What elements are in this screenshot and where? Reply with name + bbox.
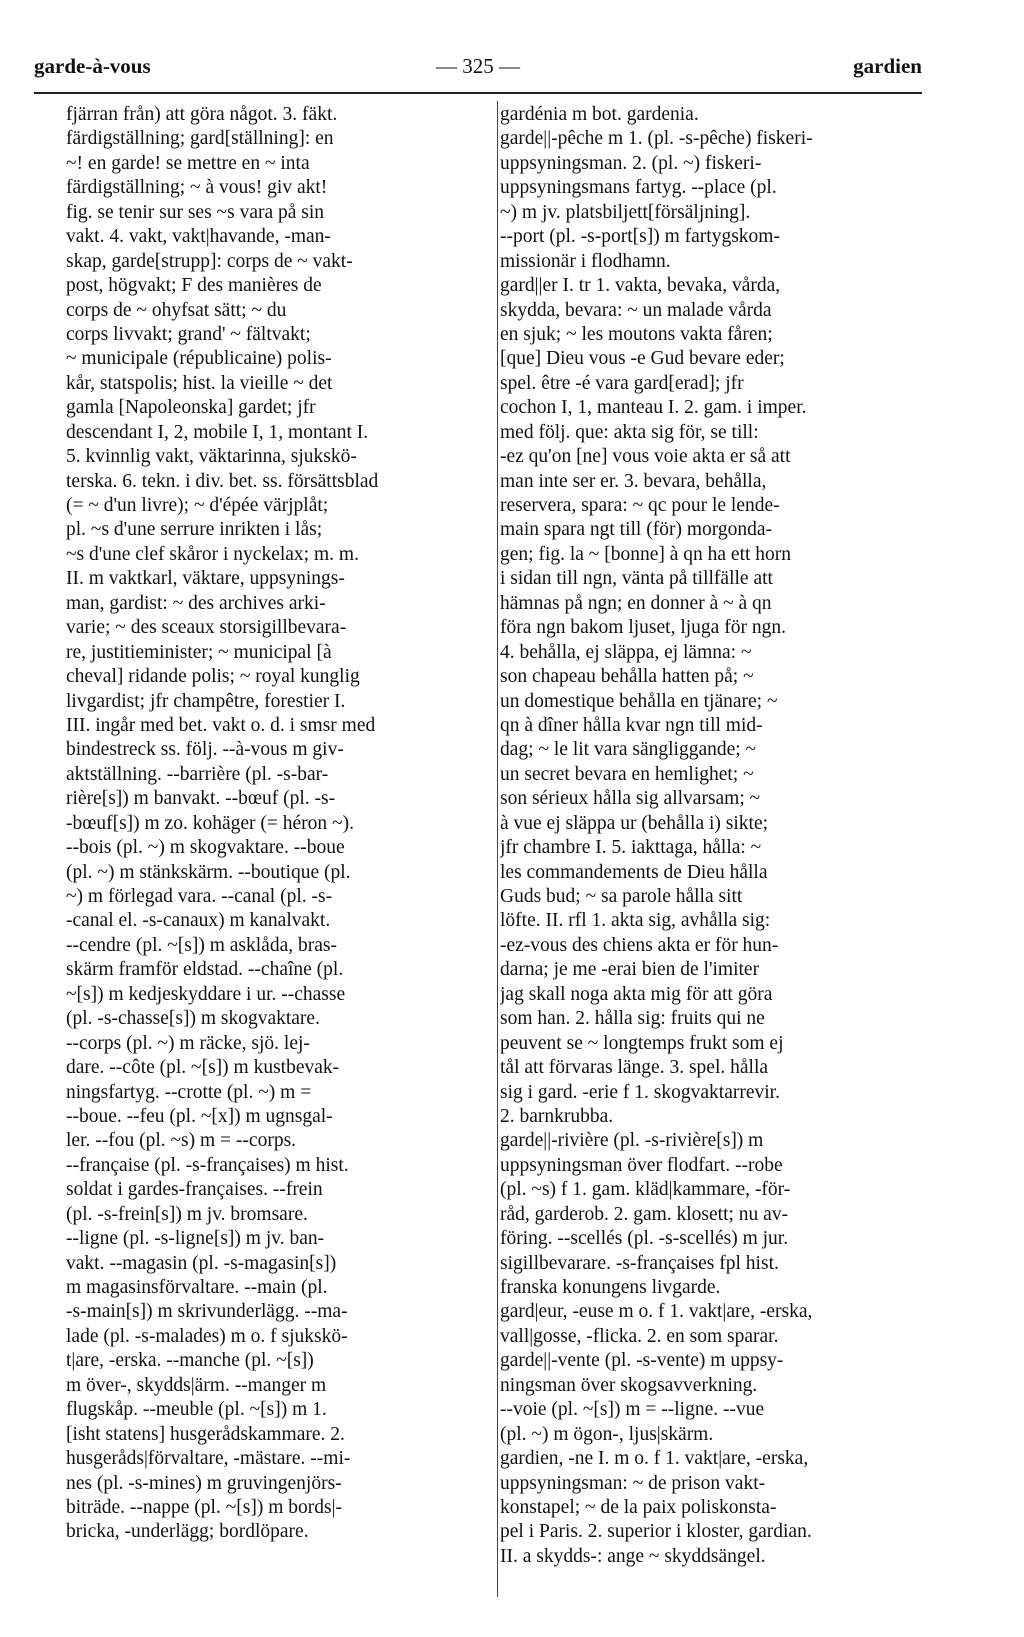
right-column-line: --voie (pl. ~[s]) m = --ligne. --vue: [500, 1399, 765, 1421]
left-column-line: vakt. 4. vakt, vakt|havande, -man-: [66, 226, 331, 248]
right-column-line: darna; je me -erai bien de l'imiter: [500, 959, 760, 981]
right-column-line: sig i gard. -erie f 1. skogvaktarrevir.: [500, 1081, 780, 1103]
left-column-line: --corps (pl. ~) m räcke, sjö. lej-: [66, 1032, 310, 1054]
right-column-line: [que] Dieu vous -e Gud bevare eder;: [500, 348, 785, 370]
left-column-line: --cendre (pl. ~[s]) m asklåda, bras-: [66, 934, 337, 956]
left-column-line: III. ingår med bet. vakt o. d. i smsr med: [66, 714, 376, 736]
left-column-line: cheval] ridande polis; ~ royal kunglig: [66, 666, 360, 688]
left-column-line: nes (pl. -s-mines) m gruvingenjörs-: [66, 1472, 342, 1494]
right-column-line: tål att förvaras länge. 3. spel. hålla: [500, 1057, 769, 1079]
right-column-line: hämnas på ngn; en donner à ~ à qn: [500, 592, 772, 614]
left-column-line: flugskåp. --meuble (pl. ~[s]) m 1.: [66, 1399, 327, 1421]
left-column-line: fjärran från) att göra något. 3. fäkt.: [66, 104, 338, 125]
page-number: — 325 —: [436, 54, 520, 78]
left-column-line: kår, statspolis; hist. la vieille ~ det: [66, 372, 333, 394]
left-column-line: rière[s]) m banvakt. --bœuf (pl. -s-: [66, 788, 336, 810]
right-column-line: ningsman över skogsavverkning.: [500, 1374, 758, 1396]
right-column-line: qn à dîner hålla kvar ngn till mid-: [500, 714, 763, 736]
left-column-line: 5. kvinnlig vakt, väktarinna, sjukskö-: [66, 446, 357, 468]
left-column-line: m magasinsförvaltare. --main (pl.: [66, 1277, 328, 1298]
right-column-line: vall|gosse, -flicka. 2. en som sparar.: [500, 1325, 779, 1347]
left-column-line: bricka, -underlägg; bordlöpare.: [66, 1521, 309, 1543]
header-right-guideword: gardien: [853, 54, 922, 78]
left-column-line: II. m vaktkarl, väktare, uppsynings-: [66, 568, 345, 590]
right-column-line: garde||-rivière (pl. -s-rivière[s]) m: [500, 1130, 764, 1152]
left-column-line: vakt. --magasin (pl. -s-magasin[s]): [66, 1252, 337, 1274]
right-column-line: son chapeau behålla hatten på; ~: [500, 666, 754, 688]
right-column-line: en sjuk; ~ les moutons vakta fåren;: [500, 323, 773, 345]
right-column-line: franska konungens livgarde.: [500, 1277, 721, 1298]
left-column-line: varie; ~ des sceaux storsigillbevara-: [66, 617, 347, 639]
right-column-line: -ez qu'on [ne] vous voie akta er så att: [500, 446, 791, 468]
left-column-line: gamla [Napoleonska] gardet; jfr: [66, 397, 316, 419]
right-column-line: (pl. ~) m ögon-, ljus|skärm.: [500, 1423, 714, 1445]
column-divider: [497, 101, 498, 1597]
left-column-line: post, högvakt; F des manières de: [66, 275, 322, 297]
right-column-line: i sidan till ngn, vänta på tillfälle att: [500, 568, 773, 590]
left-column-line: -bœuf[s]) m zo. kohäger (= héron ~).: [66, 812, 354, 834]
left-column-line: pl. ~s d'une serrure inrikten i lås;: [66, 519, 323, 541]
left-column-line: -s-main[s]) m skrivunderlägg. --ma-: [66, 1301, 348, 1323]
right-column-line: konstapel; ~ de la paix poliskonsta-: [500, 1496, 777, 1518]
left-column-line: (pl. -s-chasse[s]) m skogvaktare.: [66, 1008, 320, 1030]
left-column-line: corps livvakt; grand' ~ fältvakt;: [66, 323, 311, 345]
right-column-line: cochon I, 1, manteau I. 2. gam. i imper.: [500, 397, 807, 419]
right-column-line: -ez-vous des chiens akta er för hun-: [500, 934, 779, 956]
right-column-line: à vue ej släppa ur (behålla i) sikte;: [500, 812, 769, 834]
right-column-line: --port (pl. -s-port[s]) m fartygskom-: [500, 226, 780, 248]
right-column-line: 4. behålla, ej släppa, ej lämna: ~: [500, 641, 752, 663]
right-column-line: ~) m jv. platsbiljett[försäljning].: [500, 201, 751, 223]
left-column-line: ~ municipale (républicaine) polis-: [66, 348, 332, 370]
right-column-line: gardien, -ne I. m o. f 1. vakt|are, -erska,: [500, 1448, 809, 1470]
right-column-line: 2. barnkrubba.: [500, 1105, 614, 1127]
right-column-line: garde||-vente (pl. -s-vente) m uppsy-: [500, 1350, 784, 1372]
left-column-line: skap, garde[strupp]: corps de ~ vakt-: [66, 250, 353, 272]
header-rule: [34, 92, 922, 94]
left-column-line: biträde. --nappe (pl. ~[s]) m bords|-: [66, 1496, 342, 1518]
right-column-line: gard||er I. tr 1. vakta, bevaka, vårda,: [500, 275, 781, 297]
right-column-line: main spara ngt till (för) morgonda-: [500, 519, 773, 541]
left-column-line: m över-, skydds|ärm. --manger m: [66, 1374, 327, 1396]
left-column-line: --française (pl. -s-françaises) m hist.: [66, 1154, 349, 1176]
left-column-line: (pl. -s-frein[s]) m jv. bromsare.: [66, 1203, 308, 1225]
right-column-line: uppsyningsmans fartyg. --place (pl.: [500, 177, 777, 199]
right-column-line: föra ngn bakom ljuset, ljuga för ngn.: [500, 617, 786, 639]
right-column-line: jag skall noga akta mig för att göra: [500, 983, 773, 1005]
left-column-line: man, gardist: ~ des archives arki-: [66, 592, 326, 614]
right-column-line: uppsyningsman. 2. (pl. ~) fiskeri-: [500, 152, 762, 174]
right-column-line: dag; ~ le lit vara sängliggande; ~: [500, 739, 757, 761]
right-column-line: föring. --scellés (pl. -s-scellés) m jur.: [500, 1228, 789, 1250]
right-column-line: gardénia m bot. gardenia.: [500, 104, 699, 125]
page-header: [34, 54, 922, 84]
left-column-line: husgeråds|förvaltare, -mästare. --mi-: [66, 1448, 351, 1470]
right-column-line: uppsyningsman: ~ de prison vakt-: [500, 1472, 766, 1494]
left-column-line: (pl. ~) m stänkskärm. --boutique (pl.: [66, 861, 351, 883]
left-column-line: -canal el. -s-canaux) m kanalvakt.: [66, 910, 331, 932]
header-left-guideword: garde-à-vous: [34, 54, 151, 78]
left-column-line: aktställning. --barrière (pl. -s-bar-: [66, 763, 329, 785]
left-column-line: terska. 6. tekn. i div. bet. ss. försättsblad: [66, 470, 379, 492]
left-column-line: ~s d'une clef skåror i nyckelax; m. m.: [66, 543, 359, 565]
left-column-line: re, justitieminister; ~ municipal [à: [66, 641, 332, 663]
right-column-line: gard|eur, -euse m o. f 1. vakt|are, -erska,: [500, 1301, 813, 1323]
left-column-line: ~[s]) m kedjeskyddare i ur. --chasse: [66, 983, 346, 1005]
left-column-line: (= ~ d'un livre); ~ d'épée värjplåt;: [66, 495, 329, 516]
right-column-line: un domestique behålla en tjänare; ~: [500, 690, 778, 712]
left-column-line: fig. se tenir sur ses ~s vara på sin: [66, 201, 325, 223]
right-column-line: spel. être -é vara gard[erad]; jfr: [500, 372, 744, 394]
right-column-line: un secret bevara en hemlighet; ~: [500, 763, 754, 785]
right-column-line: löfte. II. rfl 1. akta sig, avhålla sig:: [500, 910, 771, 932]
right-column-line: reservera, spara: ~ qc pour le lende-: [500, 495, 780, 516]
right-column-line: garde||-pêche m 1. (pl. -s-pêche) fiskeri-: [500, 128, 813, 150]
right-column-line: son sérieux hålla sig allvarsam; ~: [500, 788, 761, 810]
left-column-line: --boue. --feu (pl. ~[x]) m ugnsgal-: [66, 1105, 333, 1127]
right-column-line: skydda, bevara: ~ un malade vårda: [500, 299, 772, 321]
left-column-line: färdigställning; ~ à vous! giv akt!: [66, 177, 328, 199]
left-column: [66, 103, 466, 1545]
right-column-line: sigillbevarare. -s-françaises fpl hist.: [500, 1252, 779, 1274]
right-column: [500, 103, 888, 1569]
right-column-line: missionär i flodhamn.: [500, 250, 671, 272]
left-column-line: ~) m förlegad vara. --canal (pl. -s-: [66, 886, 333, 907]
right-column-line: man inte ser er. 3. bevara, behålla,: [500, 470, 767, 492]
right-column-line: som han. 2. hålla sig: fruits qui ne: [500, 1008, 765, 1030]
left-column-line: t|are, -erska. --manche (pl. ~[s]): [66, 1350, 314, 1372]
left-column-line: bindestreck ss. följ. --à-vous m giv-: [66, 739, 344, 761]
left-column-line: ningsfartyg. --crotte (pl. ~) m =: [66, 1081, 312, 1103]
right-column-line: jfr chambre I. 5. iakttaga, hålla: ~: [500, 837, 762, 859]
right-column-line: peuvent se ~ longtemps frukt som ej: [500, 1032, 784, 1054]
left-column-line: ~! en garde! se mettre en ~ inta: [66, 152, 310, 174]
right-column-line: Guds bud; ~ sa parole hålla sitt: [500, 886, 743, 907]
left-column-line: descendant I, 2, mobile I, 1, montant I.: [66, 421, 369, 443]
right-column-line: uppsyningsman över flodfart. --robe: [500, 1154, 783, 1176]
left-column-line: --bois (pl. ~) m skogvaktare. --boue: [66, 837, 345, 859]
right-column-line: les commandements de Dieu hålla: [500, 861, 768, 883]
left-column-line: skärm framför eldstad. --chaîne (pl.: [66, 959, 344, 981]
right-column-line: (pl. ~s) f 1. gam. kläd|kammare, -för-: [500, 1179, 791, 1201]
right-column-line: pel i Paris. 2. superior i kloster, gardian.: [500, 1521, 812, 1543]
left-column-line: livgardist; jfr champêtre, forestier I.: [66, 690, 346, 712]
right-column-line: råd, garderob. 2. gam. klosett; nu av-: [500, 1203, 789, 1225]
left-column-line: ler. --fou (pl. ~s) m = --corps.: [66, 1130, 297, 1152]
right-column-line: gen; fig. la ~ [bonne] à qn ha ett horn: [500, 543, 792, 565]
left-column-line: corps de ~ ohyfsat sätt; ~ du: [66, 299, 287, 321]
left-column-line: färdigställning; gard[ställning]: en: [66, 128, 334, 150]
right-column-line: med följ. que: akta sig för, se till:: [500, 421, 759, 443]
left-column-line: soldat i gardes-françaises. --frein: [66, 1179, 323, 1201]
left-column-line: --ligne (pl. -s-ligne[s]) m jv. ban-: [66, 1228, 325, 1250]
left-column-line: [isht statens] husgerådskammare. 2.: [66, 1423, 345, 1445]
left-column-line: dare. --côte (pl. ~[s]) m kustbevak-: [66, 1057, 340, 1079]
right-column-line: II. a skydds-: ange ~ skyddsängel.: [500, 1545, 766, 1567]
left-column-line: lade (pl. -s-malades) m o. f sjukskö-: [66, 1325, 348, 1347]
